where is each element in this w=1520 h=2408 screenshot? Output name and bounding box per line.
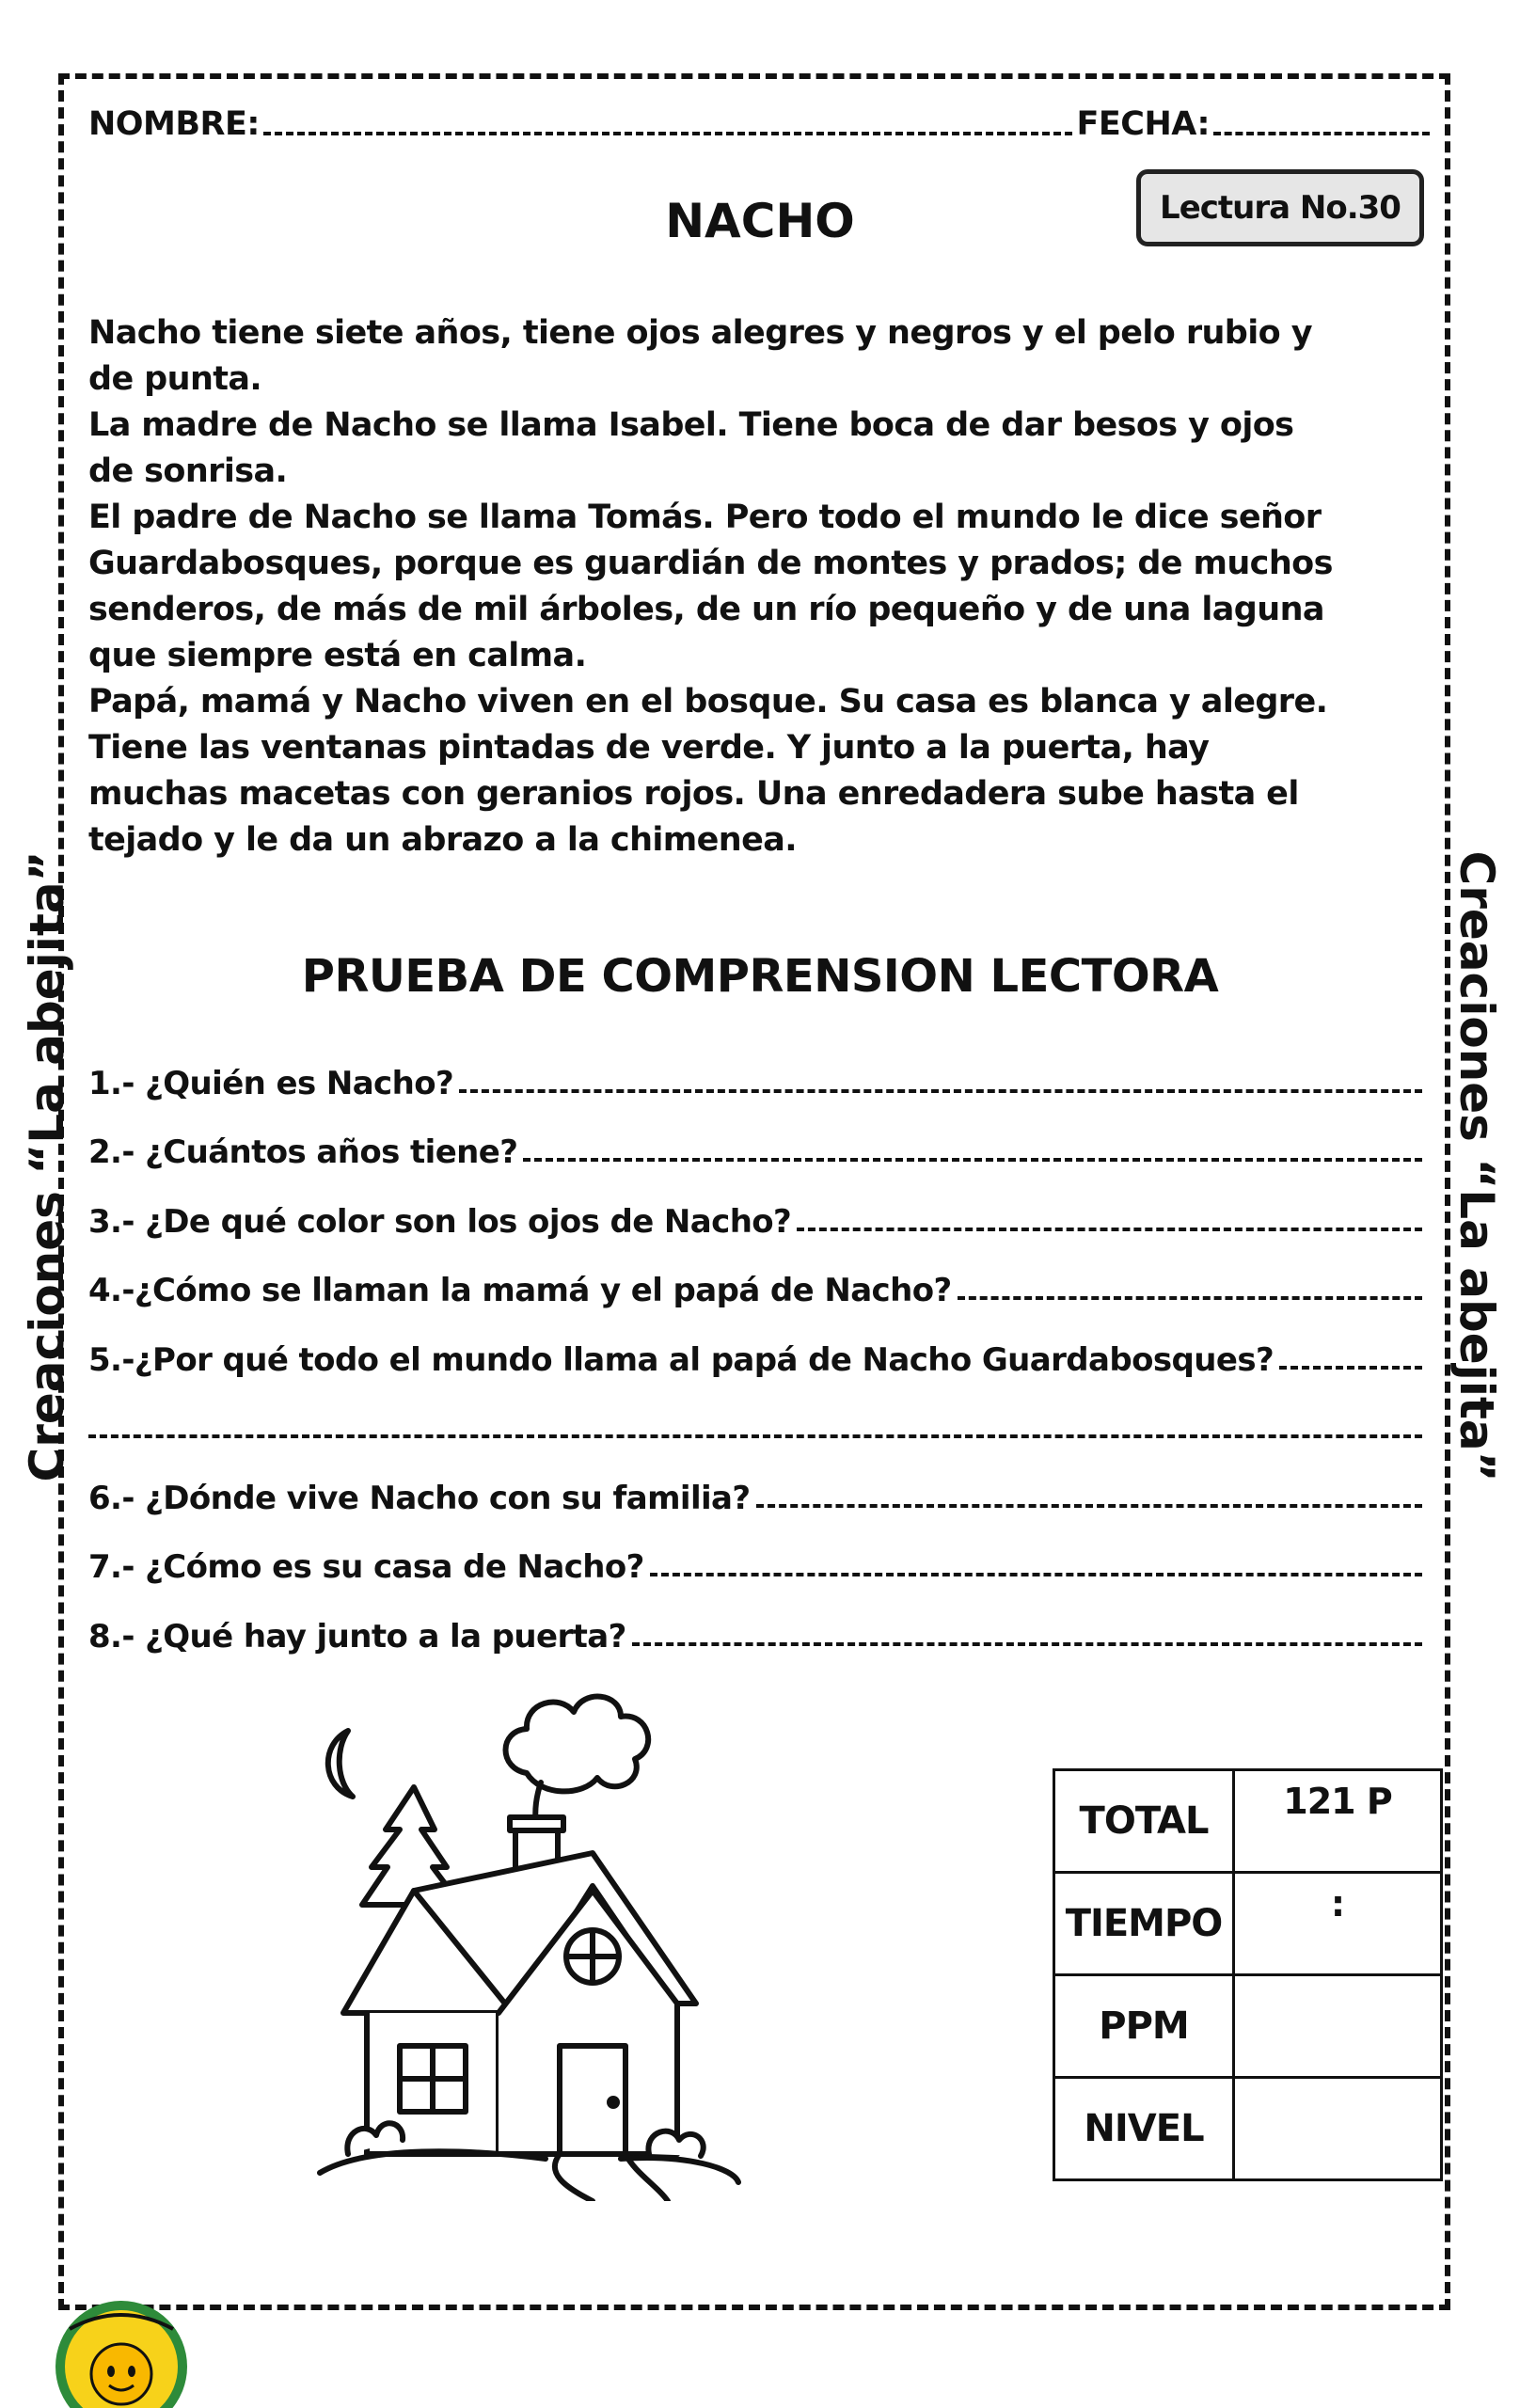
answer-line[interactable] — [797, 1228, 1422, 1231]
tiempo-value[interactable]: : — [1234, 1873, 1442, 1975]
nivel-label: NIVEL — [1054, 2078, 1234, 2180]
answer-line[interactable] — [459, 1089, 1422, 1093]
side-credit-right: Creaciones “La abejita” — [1449, 850, 1504, 1482]
question-5-continuation — [88, 1379, 1422, 1449]
total-value[interactable]: 121 P — [1234, 1770, 1442, 1873]
question-text: 7.- ¿Cómo es su casa de Nacho? — [88, 1548, 644, 1586]
date-field[interactable] — [1213, 132, 1430, 135]
nivel-value[interactable] — [1234, 2078, 1442, 2180]
story-paragraph: La madre de Nacho se llama Isabel. Tiene boca de dar besos y ojos de sonrisa. — [88, 406, 1294, 490]
comprehension-test-title: PRUEBA DE COMPRENSION LECTORA — [301, 950, 1219, 1003]
story-text — [88, 310, 1349, 863]
answer-line[interactable] — [756, 1504, 1422, 1508]
ppm-value[interactable] — [1234, 1975, 1442, 2078]
table-row — [1054, 1770, 1442, 1873]
answer-line[interactable] — [958, 1296, 1422, 1300]
question-text: 8.- ¿Qué hay junto a la puerta? — [88, 1617, 626, 1656]
table-row — [1054, 1975, 1442, 2078]
reading-title: NACHO — [665, 194, 855, 248]
name-label: NOMBRE: — [88, 105, 260, 143]
table-row — [1054, 1873, 1442, 1975]
date-label: FECHA: — [1076, 105, 1210, 143]
question-8 — [88, 1586, 1422, 1656]
question-text: 3.- ¿De qué color son los ojos de Nacho? — [88, 1202, 792, 1241]
side-credit-left: Creaciones “La abejita” — [20, 850, 74, 1482]
question-text: 1.- ¿Quién es Nacho? — [88, 1064, 454, 1102]
question-3 — [88, 1171, 1422, 1241]
question-list — [88, 1033, 1422, 1656]
question-text: 2.- ¿Cuántos años tiene? — [88, 1133, 518, 1171]
bee-logo-icon — [51, 2291, 192, 2408]
score-table — [1053, 1768, 1443, 2181]
answer-line[interactable] — [632, 1642, 1422, 1646]
answer-line[interactable] — [1279, 1366, 1422, 1370]
story-paragraph: Nacho tiene siete años, tiene ojos alegres y negros y el pelo rubio y de punta. — [88, 314, 1312, 398]
question-1 — [88, 1033, 1422, 1102]
house-illustration-icon — [310, 1665, 743, 2201]
question-2 — [88, 1102, 1422, 1172]
question-5 — [88, 1309, 1422, 1379]
question-text: 5.-¿Por qué todo el mundo llama al papá de Nacho Guardabosques? — [88, 1340, 1275, 1379]
total-label: TOTAL — [1054, 1770, 1234, 1873]
question-6 — [88, 1448, 1422, 1517]
story-paragraph: Papá, mamá y Nacho viven en el bosque. Su casa es blanca y alegre. Tiene las ventanas pintadas de verde. Y junto a la puerta, hay muchas macetas con geranios rojos. Una enredadera sube hasta el tejado y le da un abrazo a la chimenea. — [88, 683, 1328, 859]
story-paragraph: El padre de Nacho se llama Tomás. Pero todo el mundo le dice señor Guardabosques, porque es guardián de montes y prados; de muchos senderos, de más de mil árboles, de un río pequeño y de una laguna que siempre está en calma. — [88, 499, 1333, 674]
ppm-label: PPM — [1054, 1975, 1234, 2078]
tiempo-label: TIEMPO — [1054, 1873, 1234, 1975]
question-7 — [88, 1517, 1422, 1587]
name-field[interactable] — [263, 132, 1073, 135]
header-row — [88, 105, 1430, 143]
question-4 — [88, 1241, 1422, 1310]
lectura-number-badge: Lectura No.30 — [1136, 169, 1424, 246]
answer-line[interactable] — [88, 1434, 1422, 1438]
answer-line[interactable] — [523, 1158, 1422, 1162]
question-text: 4.-¿Cómo se llaman la mamá y el papá de Nacho? — [88, 1272, 952, 1309]
answer-line[interactable] — [650, 1573, 1422, 1576]
table-row — [1054, 2078, 1442, 2180]
question-text: 6.- ¿Dónde vive Nacho con su familia? — [88, 1479, 751, 1517]
